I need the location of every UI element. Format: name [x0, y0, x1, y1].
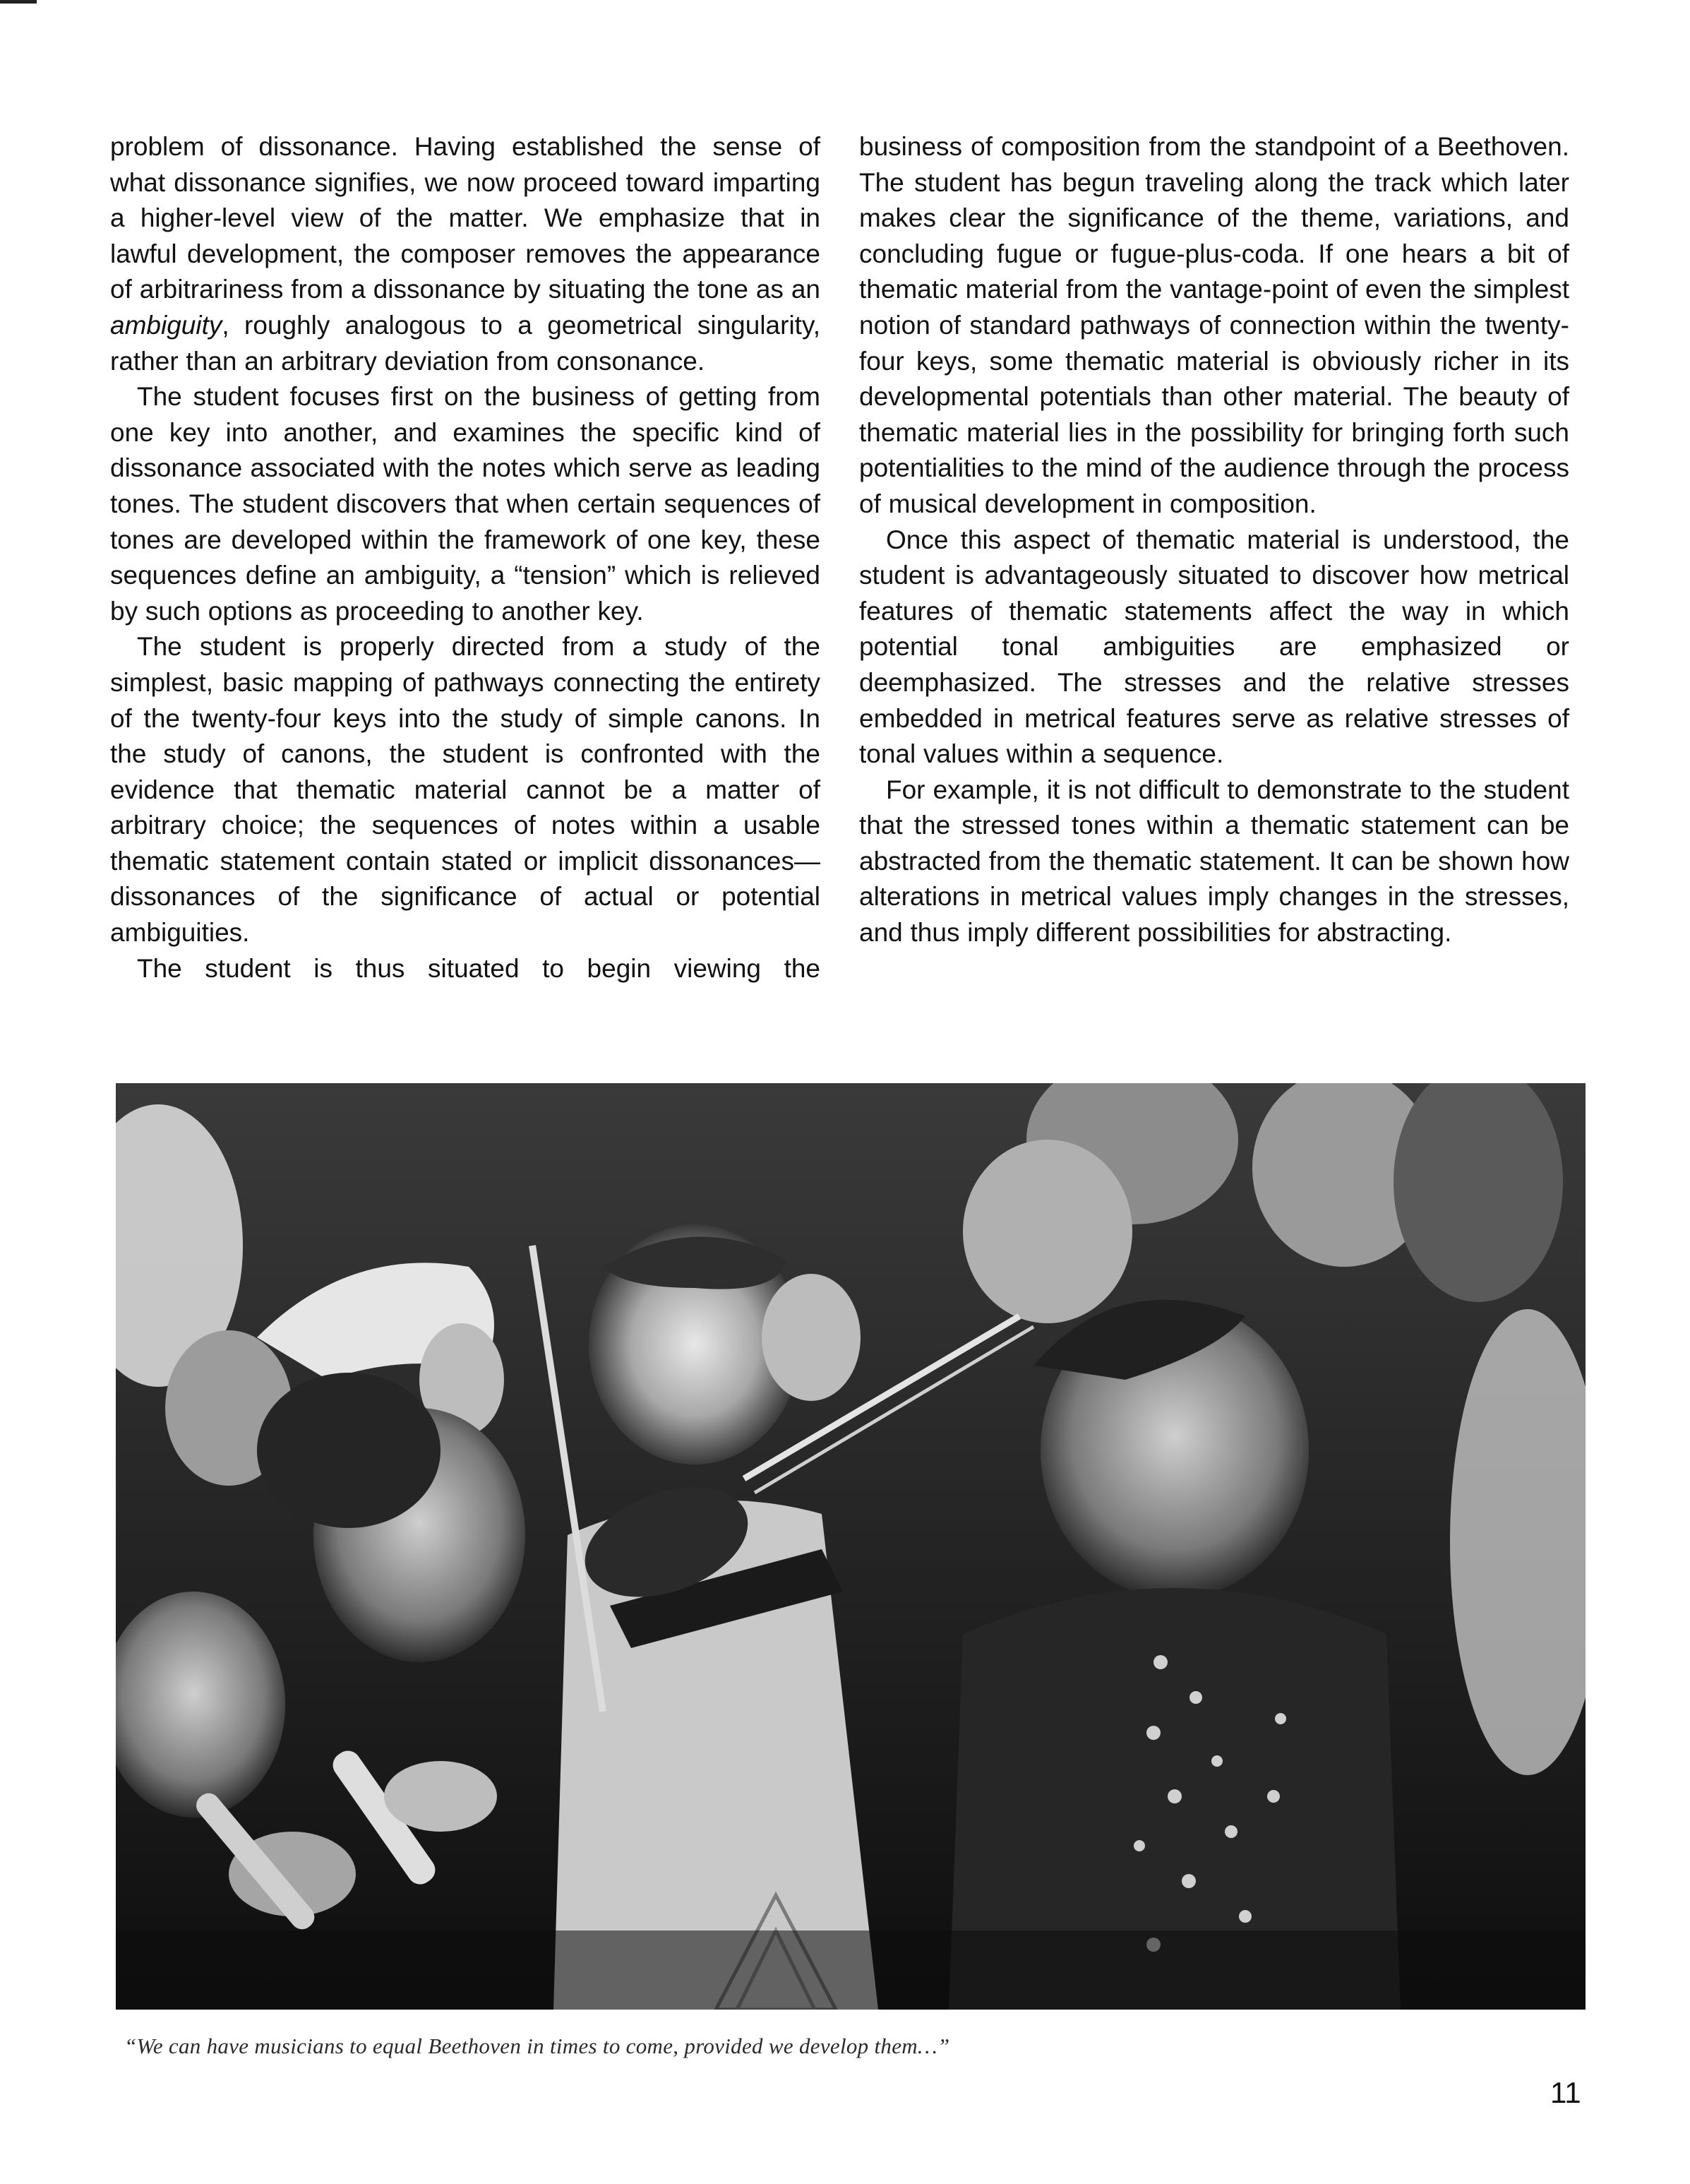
- paragraph: problem of dissonance. Having established the sense of what dissonance signifies, we now proceed toward imparting a higher-level view of the matter. We emphasize that in lawful development, the composer removes the appearance of arbitrariness from a dissonance by situating the tone as an ambiguity, roughly analogous to a geometrical singularity, rather than an arbitrary deviation from consonance.: [110, 132, 820, 376]
- paragraph: The student focuses first on the business of getting from one key into another, and examines the specific kind of dissonance associated with the notes which serve as leading tones. The student discovers that when certain sequences of tones are developed within the framework of one key, these sequences define an ambiguity, a “tension” which is relieved by such options as proceeding to another key.: [110, 382, 820, 626]
- paragraph: For example, it is not difficult to demonstrate to the student that the stressed tones within a thematic statement can be abstracted from the thematic statement. It can be shown how alterations in metrical values imply changes in the stresses, and thus imply different possibilities for abstracting.: [859, 775, 1569, 948]
- right-column: [859, 129, 1569, 951]
- paragraph: Once this aspect of thematic material is understood, the student is advantageously situated to discover how metrical features of thematic statements affect the way in which potential tonal ambiguities are emphasized or deemphasized. The stresses and the relative stresses embedded in metrical features serve as relative stresses of tonal values within a sequence.: [859, 525, 1569, 769]
- page-number: 11: [1550, 2076, 1581, 2109]
- figure-caption: “We can have musicians to equal Beethoven in times to come, provided we develop them…”: [124, 2034, 950, 2058]
- paragraph: The student is properly directed from a study of the simplest, basic mapping of pathways connecting the entirety of the twenty-four keys into the study of simple canons. In the study of canons, the student is confronted with the evidence that thematic material cannot be a matter of arbitrary choice; the sequences of notes within a usable thematic statement contain stated or implicit dissonances—dissonances of the significance of actual or potential ambiguities.: [110, 632, 820, 948]
- paragraph: The student is thus situated to begin viewing the: [137, 953, 820, 983]
- left-column: [110, 129, 820, 986]
- article-body: [110, 129, 1586, 1068]
- paragraph: business of composition from the standpoint of a Beethoven. The student has begun traveling along the track which later makes clear the significance of the theme, variations, and concluding fugue or fugue-plus-coda. If one hears a bit of thematic material from the vantage-point of even the simplest notion of standard pathways of connection within the twenty-four keys, some thematic material is obviously richer in its developmental potentials than other material. The beauty of thematic material lies in the possibility for bringing forth such potentialities to the mind of the audience through the process of musical development in composition.: [859, 132, 1569, 518]
- emphasis: ambiguity: [110, 310, 222, 340]
- photo-illustration: [116, 1083, 1586, 2010]
- photo-children-with-violins: [116, 1083, 1586, 2010]
- corner-mark: [0, 0, 37, 4]
